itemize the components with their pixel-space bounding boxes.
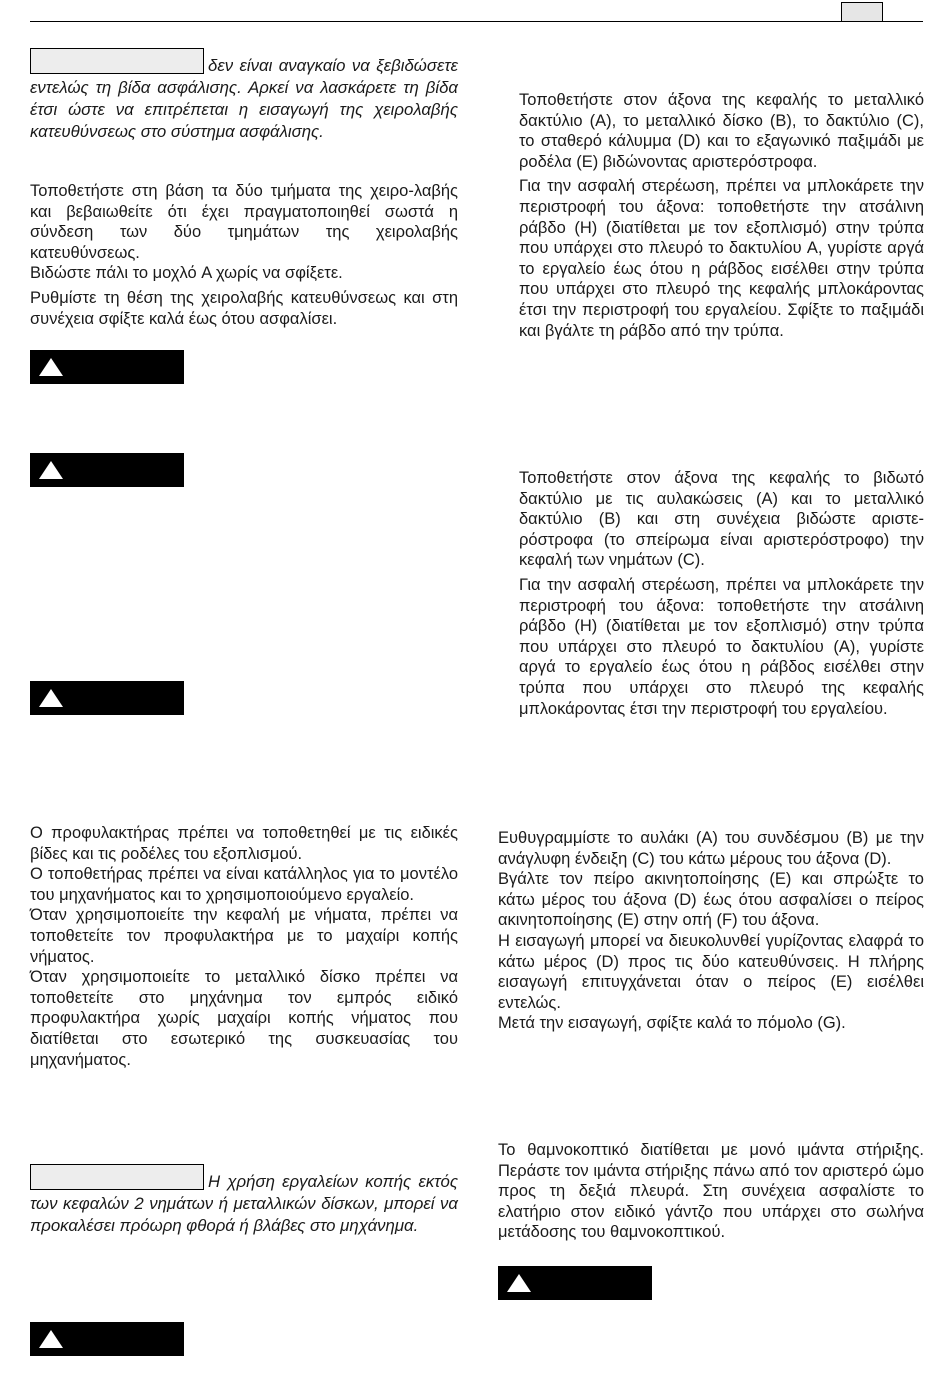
paragraph: Ο τοποθετήρας πρέπει να είναι κατάλληλος για το μοντέλο του μηχανήματος και το χρησιμοποιούμενο εργαλείο.: [30, 865, 458, 904]
warning-triangle-icon: [506, 1272, 532, 1294]
handle-instructions: [30, 181, 458, 329]
paragraph: Όταν χρησιμοποιείτε την κεφαλή με νήματα, πρέπει να τοποθετείτε τον προφυλακτήρα με το μαχαίρι κοπής νήματος.: [30, 906, 458, 966]
page-number-box: [841, 2, 883, 22]
note-handle-lock: [30, 48, 458, 143]
note-cutting-tools: [30, 1164, 458, 1237]
warning-triangle-icon: [38, 356, 64, 378]
warning-triangle-icon: [38, 459, 64, 481]
warning-box: [30, 1322, 184, 1356]
warning-box: [30, 350, 184, 384]
paragraph: Βγάλτε τον πείρο ακινητοποίησης (E) και σπρώξτε το κάτω μέρος του άξονα (D) έως ότου ασφαλίσει ο πείρος ακινητοποίησης (E) στην οπή (F) του άξονα.: [498, 870, 924, 930]
shaft-assembly-instructions: [498, 828, 924, 1034]
paragraph: Ρυθμίστε τη θέση της χειρολαβής κατευθύνσεως και στη συνέχεια σφίξτε καλά έως ότου ασφαλίσει.: [30, 288, 458, 328]
thread-head-instructions: [519, 468, 924, 719]
paragraph: Τοποθετήστε στον άξονα της κεφαλής το μεταλλικό δακτύλιο (A), το μεταλλικό δίσκο (B), το δακτύλιο (C), το σταθερό κάλυμμα (D) και το εξαγωνικό παξιμάδι με ροδέλα (E) βιδώνοντας αριστερόστροφα.: [519, 91, 924, 171]
warning-triangle-icon: [38, 1328, 64, 1350]
paragraph: Ευθυγραμμίστε το αυλάκι (A) του συνδέσμου (B) με την ανάγλυφη ένδειξη (C) του κάτω μέρους του άξονα (D).: [498, 829, 924, 868]
paragraph: Για την ασφαλή στερέωση, πρέπει να μπλοκάρετε την περιστροφή του άξονα: τοποθετήστε την ατσάλινη ράβδο (H) (διατίθεται με τον εξοπλισμό) στην τρύπα που υπάρχει στο πλευρό το δακτυλίου (A), γυρίστε αργά το εργαλείο έως ότου η ράβδος εισέλθει στην τρύπα που υπάρχει στο πλευρό της κεφαλής μπλοκάροντας έτσι την περιστροφή του εργαλείου.: [519, 575, 924, 718]
strap-instructions: [498, 1140, 924, 1243]
paragraph: Η εισαγωγή μπορεί να διευκολυνθεί γυρίζοντας ελαφρά το κάτω μέρος (D) προς τις δύο κατευθύνσεις. Η πλήρης εισαγωγή επιτυγχάνεται όταν ο πείρος (E) εισέλθει εντελώς.: [498, 931, 924, 1012]
paragraph: Βιδώστε πάλι το μοχλό A χωρίς να σφίξετε.: [30, 264, 343, 283]
paragraph: Το θαμνοκοπτικό διατίθεται με μονό ιμάντα στήριξης. Περάστε τον ιμάντα στήριξης πάνω από τον αριστερό ώμο προς τη δεξιά πλευρά. Στη συνέχεια ασφαλίστε το ελατήριο στον ειδικό γάντζο που υπάρχει στο σωλήνα μετάδοσης του θαμνοκοπτικού.: [498, 1141, 924, 1242]
note-text: Η χρήση εργαλείων κοπής εκτός των κεφαλών 2 νημάτων ή μεταλλικών δίσκων, μπορεί να προκαλέσει πρόωρη φθορά ή βλάβες στο μηχάνημα.: [30, 1172, 458, 1235]
paragraph: Μετά την εισαγωγή, σφίξτε καλά το πόμολο (G).: [498, 1014, 846, 1033]
paragraph: Τοποθετήστε στη βάση τα δύο τμήματα της χειρο-λαβής και βεβαιωθείτε ότι έχει πραγματοποιηθεί σωστά η σύνδεση των δύο τμημάτων της χειρολαβής κατευθύνσεως.: [30, 182, 458, 262]
note-label-box: [30, 1164, 204, 1190]
paragraph: Τοποθετήστε στον άξονα της κεφαλής το βιδωτό δακτύλιο με τις αυλακώσεις (A) και το μεταλλικό δακτύλιο (B) και στη συνέχεια βιδώστε αριστε-ρόστροφα (το σπείρωμα είναι αριστερόστροφο) την κεφαλή των νημάτων (C).: [519, 469, 924, 570]
warning-box: [30, 453, 184, 487]
warning-box: [498, 1266, 652, 1300]
header-rule: [30, 21, 923, 22]
warning-triangle-icon: [38, 687, 64, 709]
paragraph: Για την ασφαλή στερέωση, πρέπει να μπλοκάρετε την περιστροφή του άξονα: τοποθετήστε την ατσάλινη ράβδο (H) (διατίθεται με τον εξοπλισμό) στην τρύπα που υπάρχει στο πλευρό το δακτυλίου A, γυρίστε αργά το εργαλείο έως ότου η ράβδος εισέλθει στην τρύπα που υπάρχει στο πλευρό της κεφαλής μπλοκάροντας έτσι την περιστροφή του εργαλείου. Σφίξτε το παξιμάδι και βγάλτε τη ράβδο από την τρύπα.: [519, 177, 924, 340]
note-text: δεν είναι αναγκαίο να ξεβιδώσετε εντελώς τη βίδα ασφάλισης. Αρκεί να λασκάρετε τη βίδα έτσι ώστε να επιτρέπεται η εισαγωγή της χειρολαβής κατευθύνσεως στο σύστημα ασφάλισης.: [30, 56, 458, 141]
note-label-box: [30, 48, 204, 74]
disc-mounting-instructions: [519, 90, 924, 341]
guard-instructions: [30, 823, 458, 1070]
paragraph: Ο προφυλακτήρας πρέπει να τοποθετηθεί με τις ειδικές βίδες και τις ροδέλες του εξοπλισμού.: [30, 824, 458, 863]
warning-box: [30, 681, 184, 715]
paragraph: Όταν χρησιμοποιείτε το μεταλλικό δίσκο πρέπει να τοποθετείτε στο μηχάνημα τον εμπρός ειδικό προφυλακτήρα χωρίς μαχαίρι κοπής νήματος που διατίθεται στο εσωτερικό της συσκευασίας του μηχανήματος.: [30, 968, 458, 1069]
